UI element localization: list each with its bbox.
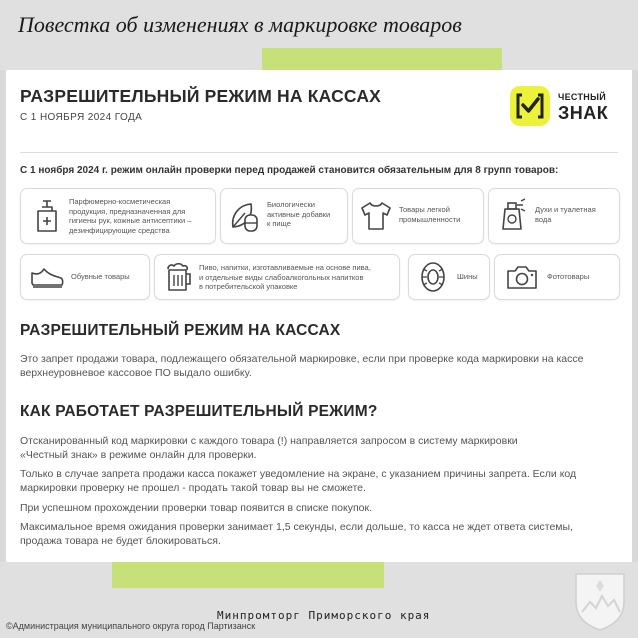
paragraph-line: «Честный знак» в режиме онлайн для проверки. xyxy=(20,449,257,461)
category-light-industry xyxy=(352,188,484,244)
copyright-credit: ©Администрация муниципального округа город Партизанск xyxy=(6,621,256,631)
city-emblem-icon xyxy=(568,568,632,632)
category-text-line: Товары легкой xyxy=(399,205,450,214)
category-supplements xyxy=(220,188,348,244)
tire-icon xyxy=(417,261,449,293)
category-text-line: Биологически xyxy=(267,200,315,209)
category-text-line: промышленности xyxy=(399,214,461,224)
category-text-line: Шины xyxy=(457,272,478,281)
category-text-line: гигиены рук, кожные антисептики – xyxy=(69,216,192,225)
category-text-line: Обувные товары xyxy=(71,272,130,281)
bottom-accent-bar xyxy=(112,562,384,588)
logo-text-big: ЗНАК xyxy=(558,103,609,123)
header-title: Повестка об изменениях в маркировке товаров xyxy=(18,12,462,37)
ministry-label: Минпромторг Приморского края xyxy=(217,609,431,622)
section2-paragraph-3 xyxy=(20,501,620,515)
perfume-icon xyxy=(495,197,529,233)
category-text-line: и отдельные виды слабоалкогольных напитков xyxy=(199,272,364,282)
paragraph-line: продажа товара не будет блокироваться. xyxy=(20,535,221,547)
soap-bottle-icon xyxy=(31,199,63,233)
category-text-line: дезинфицирующие средства xyxy=(69,225,170,235)
category-text-line: к пище xyxy=(267,219,291,228)
beer-mug-icon xyxy=(163,261,195,293)
section1-text xyxy=(20,352,620,380)
category-text-line: Духи и туалетная xyxy=(535,205,596,214)
category-text-line: Фототовары xyxy=(547,272,590,281)
paragraph-line: маркировки проверку не прошел - продать такой товар вы не сможете. xyxy=(20,482,366,494)
section2-title: КАК РАБОТАЕТ РАЗРЕШИТЕЛЬНЫЙ РЕЖИМ? xyxy=(20,403,378,420)
paragraph-line: верхнеуровневое кассовое ПО выдало ошибку. xyxy=(20,367,252,379)
intro-text: С 1 ноября 2024 г. режим онлайн проверки перед продажей становится обязательным для 8 групп товаров: xyxy=(20,165,559,176)
top-accent-bar xyxy=(262,48,502,70)
chestny-znak-logo xyxy=(510,86,620,130)
category-perfume xyxy=(488,188,620,244)
divider xyxy=(20,152,618,153)
section1-title: РАЗРЕШИТЕЛЬНЫЙ РЕЖИМ НА КАССАХ xyxy=(20,322,341,339)
paragraph-line: Это запрет продажи товара, подлежащего обязательной маркировке, если при проверке кода маркировки на кассе xyxy=(20,353,584,365)
category-cosmetics xyxy=(20,188,216,244)
card-title: РАЗРЕШИТЕЛЬНЫЙ РЕЖИМ НА КАССАХ xyxy=(20,86,382,106)
category-text-line: в потребительской упаковке xyxy=(199,282,298,291)
info-card xyxy=(6,70,632,562)
category-text-line: продукция, предназначенная для xyxy=(69,206,186,216)
section2-paragraph-2 xyxy=(20,467,620,495)
category-text-line: Парфюмерно-косметическая xyxy=(69,197,171,206)
category-photo xyxy=(494,254,620,300)
supplements-icon xyxy=(227,199,261,233)
category-text-line: вода xyxy=(535,214,552,224)
category-text-line: активные добавки xyxy=(267,209,331,219)
logo-mark-icon xyxy=(510,86,550,126)
category-footwear xyxy=(20,254,150,300)
section2-paragraph-1 xyxy=(20,434,620,462)
camera-icon xyxy=(505,263,539,291)
logo-text-small: ЧЕСТНЫЙ xyxy=(558,92,606,102)
category-beer xyxy=(154,254,400,300)
paragraph-line: Максимальное время ожидания проверки занимает 1,5 секунды, если дольше, то касса не ждет ответа системы, xyxy=(20,521,573,533)
paragraph-line: При успешном прохождении проверки товар появится в списке покупок. xyxy=(20,502,373,514)
category-tires xyxy=(408,254,490,300)
card-subtitle: С 1 НОЯБРЯ 2024 ГОДА xyxy=(20,112,143,123)
paragraph-line: Только в случае запрета продажи касса покажет уведомление на экране, с указанием причины запрета. Если код xyxy=(20,468,577,480)
shoe-icon xyxy=(29,263,65,291)
section2-paragraph-4 xyxy=(20,520,620,548)
paragraph-line: Отсканированный код маркировки с каждого товара (!) направляется запросом в систему маркировки xyxy=(20,435,518,447)
tshirt-icon xyxy=(359,200,393,232)
category-text-line: Пиво, напитки, изготавливаемые на основе пива, xyxy=(199,263,371,272)
